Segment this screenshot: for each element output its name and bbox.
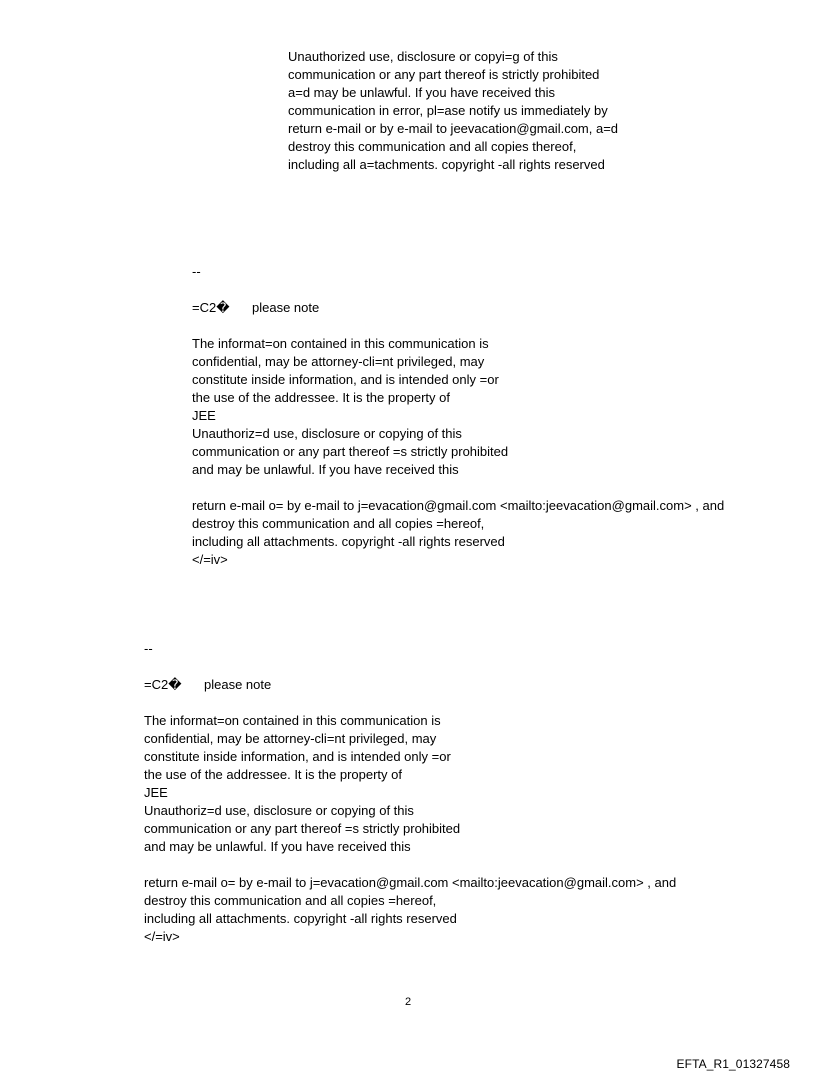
- text-line: communication or any part thereof =s strictly prohibited: [144, 821, 461, 836]
- text-line: Unauthorized use, disclosure or copyi=g of this: [288, 49, 558, 64]
- text-line: The informat=on contained in this communication is: [192, 336, 489, 351]
- text-line: return e-mail or by e-mail to jeevacation@gmail.com, a=d: [288, 121, 619, 136]
- quoted-disclaimer-level-3: [288, 48, 618, 174]
- text-line: Unauthoriz=d use, disclosure or copying of this: [192, 426, 462, 441]
- text-line: a=d may be unlawful. If you have received this: [288, 85, 556, 100]
- text-line: communication or any part thereof =s strictly prohibited: [192, 444, 509, 459]
- text-line: destroy this communication and all copies =hereof,: [192, 516, 485, 531]
- text-line: return e-mail o= by e-mail to j=evacation@gmail.com <mailto:jeevacation@gmail.com> , and: [192, 498, 725, 513]
- quoted-signature-level-2: [192, 263, 724, 569]
- text-line: </=iv>: [144, 929, 180, 944]
- encoding-artifact: =C2�: [144, 677, 182, 692]
- signature-separator: --: [192, 264, 201, 279]
- page-number: 2: [404, 996, 412, 1008]
- text-line: the use of the addressee. It is the property of: [192, 390, 450, 405]
- text-line: The informat=on contained in this communication is: [144, 713, 441, 728]
- text-line: and may be unlawful. If you have received this: [144, 839, 411, 854]
- text-line: JEE: [192, 408, 216, 423]
- quoted-signature-level-1: [144, 640, 676, 946]
- text-line: including all attachments. copyright -all rights reserved: [144, 911, 457, 926]
- note-label: please note: [204, 677, 272, 692]
- text-line: including all attachments. copyright -all rights reserved: [192, 534, 505, 549]
- text-line: and may be unlawful. If you have received this: [192, 462, 459, 477]
- text-line: communication in error, pl=ase notify us immediately by: [288, 103, 608, 118]
- text-line: constitute inside information, and is intended only =or: [192, 372, 499, 387]
- text-line: Unauthoriz=d use, disclosure or copying of this: [144, 803, 414, 818]
- text-line: confidential, may be attorney-cli=nt privileged, may: [192, 354, 485, 369]
- note-heading: [144, 676, 676, 694]
- signature-separator: --: [144, 641, 153, 656]
- text-line: destroy this communication and all copies thereof,: [288, 139, 577, 154]
- text-line: including all a=tachments. copyright -all rights reserved: [288, 157, 605, 172]
- note-label: please note: [252, 300, 320, 315]
- text-line: confidential, may be attorney-cli=nt privileged, may: [144, 731, 437, 746]
- text-line: constitute inside information, and is intended only =or: [144, 749, 451, 764]
- text-line: communication or any part thereof is strictly prohibited: [288, 67, 600, 82]
- note-heading: [192, 299, 724, 317]
- encoding-artifact: =C2�: [192, 300, 230, 315]
- text-line: JEE: [144, 785, 168, 800]
- text-line: </=iv>: [192, 552, 228, 567]
- text-line: the use of the addressee. It is the property of: [144, 767, 402, 782]
- text-line: destroy this communication and all copies =hereof,: [144, 893, 437, 908]
- document-id: EFTA_R1_01327458: [676, 1057, 790, 1071]
- text-line: return e-mail o= by e-mail to j=evacation@gmail.com <mailto:jeevacation@gmail.com> , and: [144, 875, 677, 890]
